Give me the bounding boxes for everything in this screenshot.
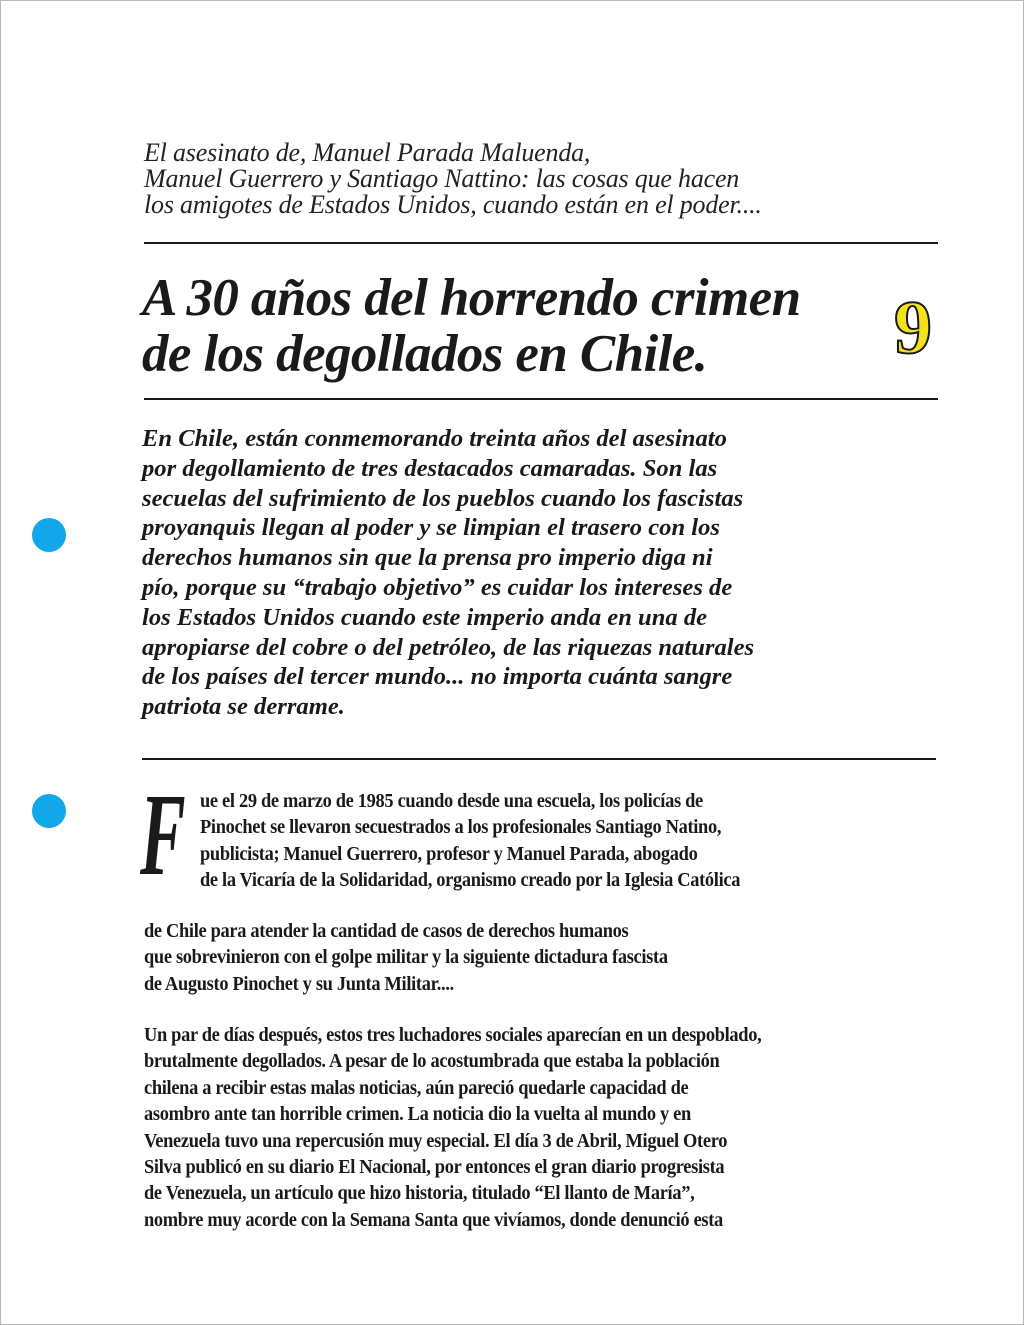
body-line: de Augusto Pinochet y su Junta Militar.... [144, 972, 454, 995]
lead-paragraph [142, 424, 902, 722]
divider-rule-1 [144, 242, 938, 244]
binder-hole-top [32, 518, 66, 552]
body-line: de Chile para atender la cantidad de casos de derechos humanos [144, 920, 629, 942]
headline-line: de los degollados en Chile. [142, 325, 708, 383]
body-line: brutalmente degollados. A pesar de lo acostumbrada que estaba la población [144, 1050, 720, 1073]
body-line: nombre muy acorde con la Semana Santa que vivíamos, donde denunció esta [144, 1208, 723, 1231]
kicker-line: Manuel Guerrero y Santiago Nattino: las cosas que hacen [144, 164, 740, 193]
lead-line: En Chile, están conmemorando treinta años del asesinato [142, 425, 727, 452]
paragraph-1 [200, 788, 936, 894]
body-line: que sobrevinieron con el golpe militar y la siguiente dictadura fascista [144, 946, 668, 969]
lead-line: patriota se derrame. [142, 693, 345, 721]
kicker-line: El asesinato de, Manuel Parada Maluenda, [144, 138, 591, 167]
kicker-line: los amigotes de Estados Unidos, cuando están en el poder.... [144, 190, 762, 219]
lead-line: por degollamiento de tres destacados camaradas. Son las [142, 454, 718, 482]
body-line: chilena a recibir estas malas noticias, aún pareció quedarle capacidad de [144, 1076, 689, 1099]
headline [142, 270, 902, 382]
drop-cap: F [140, 769, 186, 900]
paragraph-3 [144, 1022, 880, 1233]
body-line: de Venezuela, un artículo que hizo historia, titulado “El llanto de María”, [144, 1182, 695, 1205]
body-line: Venezuela tuvo una repercusión muy especial. El día 3 de Abril, Miguel Otero [144, 1129, 728, 1152]
paragraph-2 [144, 918, 880, 997]
divider-rule-3 [142, 758, 936, 760]
divider-rule-2 [144, 398, 938, 400]
lead-line: derechos humanos sin que la prensa pro imperio diga ni [142, 544, 713, 572]
lead-line: secuelas del sufrimiento de los pueblos cuando los fascistas [142, 484, 744, 512]
page-number: 9 [894, 286, 932, 370]
body-line: asombro ante tan horrible crimen. La noticia dio la vuelta al mundo y en [144, 1103, 691, 1126]
headline-line: A 30 años del horrendo crimen [142, 269, 801, 327]
lead-line: proyanquis llegan al poder y se limpian el trasero con los [142, 514, 720, 542]
body-line: Pinochet se llevaron secuestrados a los profesionales Santiago Natino, [200, 816, 722, 839]
body-line: de la Vicaría de la Solidaridad, organismo creado por la Iglesia Católica [200, 869, 741, 892]
lead-line: los Estados Unidos cuando este imperio anda en una de [142, 603, 708, 631]
body-line: Silva publicó en su diario El Nacional, por entonces el gran diario progresista [144, 1156, 725, 1179]
lead-line: de los países del tercer mundo... no importa cuánta sangre [142, 663, 733, 691]
binder-hole-bottom [32, 794, 66, 828]
body-line: publicista; Manuel Guerrero, profesor y Manuel Parada, abogado [200, 842, 698, 865]
lead-line: pío, porque su “trabajo objetivo” es cuidar los intereses de [142, 573, 733, 601]
body-line: Un par de días después, estos tres luchadores sociales aparecían en un despoblado, [144, 1024, 762, 1046]
kicker [144, 140, 884, 218]
lead-line: apropiarse del cobre o del petróleo, de las riquezas naturales [142, 633, 755, 661]
body-line: ue el 29 de marzo de 1985 cuando desde una escuela, los policías de [200, 790, 703, 812]
